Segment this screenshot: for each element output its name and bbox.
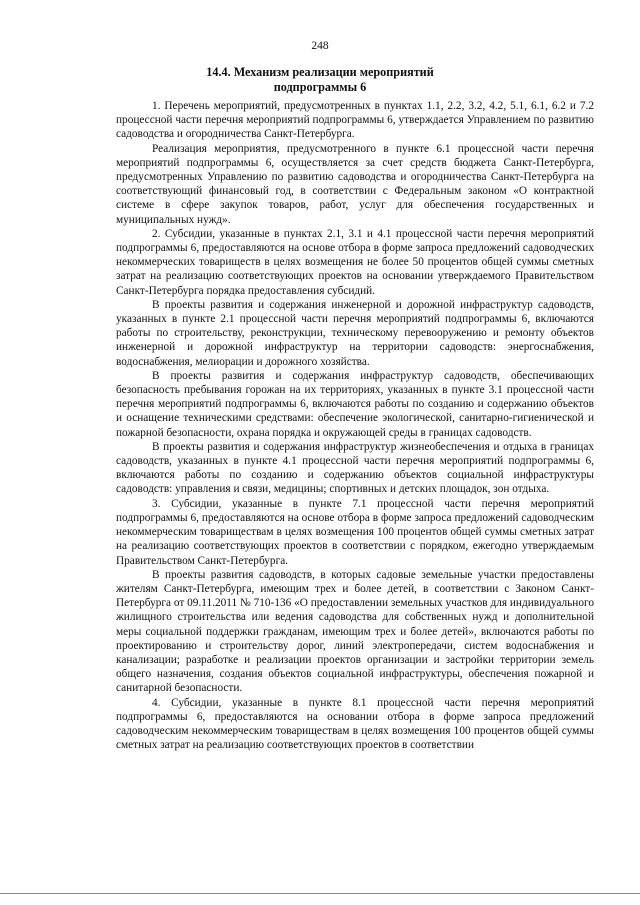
section-heading	[0, 65, 640, 95]
section-heading-line-2: подпрограммы 6	[273, 80, 367, 94]
paragraph-7: 3. Субсидии, указанные в пункте 7.1 процессной части перечня мероприятий подпрограммы 6, предоставляются на основе отбора в форме запроса предложений садоводческим некоммерческим товариществам в целях возмещения 100 процентов общей суммы сметных затрат на реализацию соответствующих проектов в соответствии с порядком, ежегодно утверждаемым Правительством Санкт-Петербурга.	[116, 497, 594, 567]
paragraph-9: 4. Субсидии, указанные в пункте 8.1 процессной части перечня мероприятий подпрограммы 6, предоставляются на основании отбора в форме запроса предложений садоводческим некоммерческим товариществам в целях возмещения 100 процентов общей суммы сметных затрат на реализацию соответствующих проектов в соответствии	[116, 696, 594, 752]
paragraph-5: В проекты развития и содержания инфраструктур садоводств, обеспечивающих безопасность пребывания горожан на их территориях, указанных в пункте 3.1 процессной части перечня мероприятий подпрограммы 6, включаются работы по созданию и содержанию объектов и оснащение техническими средствами: обеспечение экологической, санитарно-гигиенической и пожарной безопасности, охрана порядка и окружающей среды в границах садоводств.	[116, 369, 594, 439]
paragraph-8: В проекты развития садоводств, в которых садовые земельные участки предоставлены жителям Санкт-Петербурга, имеющим трех и более детей, в соответствии с Законом Санкт-Петербурга от 09.11.2011 № 710-136 «О предоставлении земельных участков для индивидуального жилищного строительства или ведения садоводства для собственных нужд и дополнительной меры социальной поддержки гражданам, имеющим трех и более детей», включаются работы по проектированию и строительству дорог, линий электропередачи, систем водоснабжения и канализации; разработке и реализации проектов организации и застройки территории земель общего назначения, создания объектов социальной инфраструктуры, обеспечения пожарной и санитарной безопасности.	[116, 568, 594, 695]
paragraph-4: В проекты развития и содержания инженерной и дорожной инфраструктур садоводств, указанных в пункте 2.1 процессной части перечня мероприятий подпрограммы 6, включаются работы по строительству, реконструкции, техническому перевооружению и ремонту объектов инженерной и дорожной инфраструктур на территории садоводств: энергоснабжения, водоснабжения, мелиорации и дорожного хозяйства.	[116, 298, 594, 368]
paragraph-3: 2. Субсидии, указанные в пунктах 2.1, 3.1 и 4.1 процессной части перечня мероприятий подпрограммы 6, предоставляются на основе отбора в форме запроса предложений садоводческих некоммерческих товариществ в целях возмещения не более 50 процентов общей суммы сметных затрат на реализацию соответствующих проектов на основании утверждаемого Правительством Санкт-Петербурга порядка предоставления субсидий.	[116, 227, 594, 297]
page-number: 248	[311, 40, 329, 52]
paragraph-2: Реализация мероприятия, предусмотренного в пункте 6.1 процессной части перечня мероприятий подпрограммы 6, осуществляется за счет средств бюджета Санкт-Петербурга, предусмотренных Управлению по развитию садоводства и огородничества Санкт-Петербурга на соответствующий финансовый год, в соответствии с Федеральным законом «О контрактной системе в сфере закупок товаров, работ, услуг для обеспечения государственных и муниципальных нужд».	[116, 142, 594, 226]
section-heading-line-1: 14.4. Механизм реализации мероприятий	[206, 65, 434, 79]
document-body	[116, 99, 594, 752]
paragraph-6: В проекты развития и содержания инфраструктур жизнеобеспечения и отдыха в границах садоводств, указанных в пункте 4.1 процессной части перечня мероприятий подпрограммы 6, включаются работы по созданию и содержанию объектов социальной инфраструктуры садоводств: управления и связи, медицины; спортивных и детских площадок, зон отдыха.	[116, 440, 594, 496]
bottom-scan-edge	[0, 893, 640, 894]
paragraph-1: 1. Перечень мероприятий, предусмотренных в пунктах 1.1, 2.2, 3.2, 4.2, 5.1, 6.1, 6.2 и 7.2 процессной части перечня мероприятий подпрограммы 6, утверждается Управлением по развитию садоводства и огородничества Санкт-Петербурга.	[116, 100, 594, 141]
